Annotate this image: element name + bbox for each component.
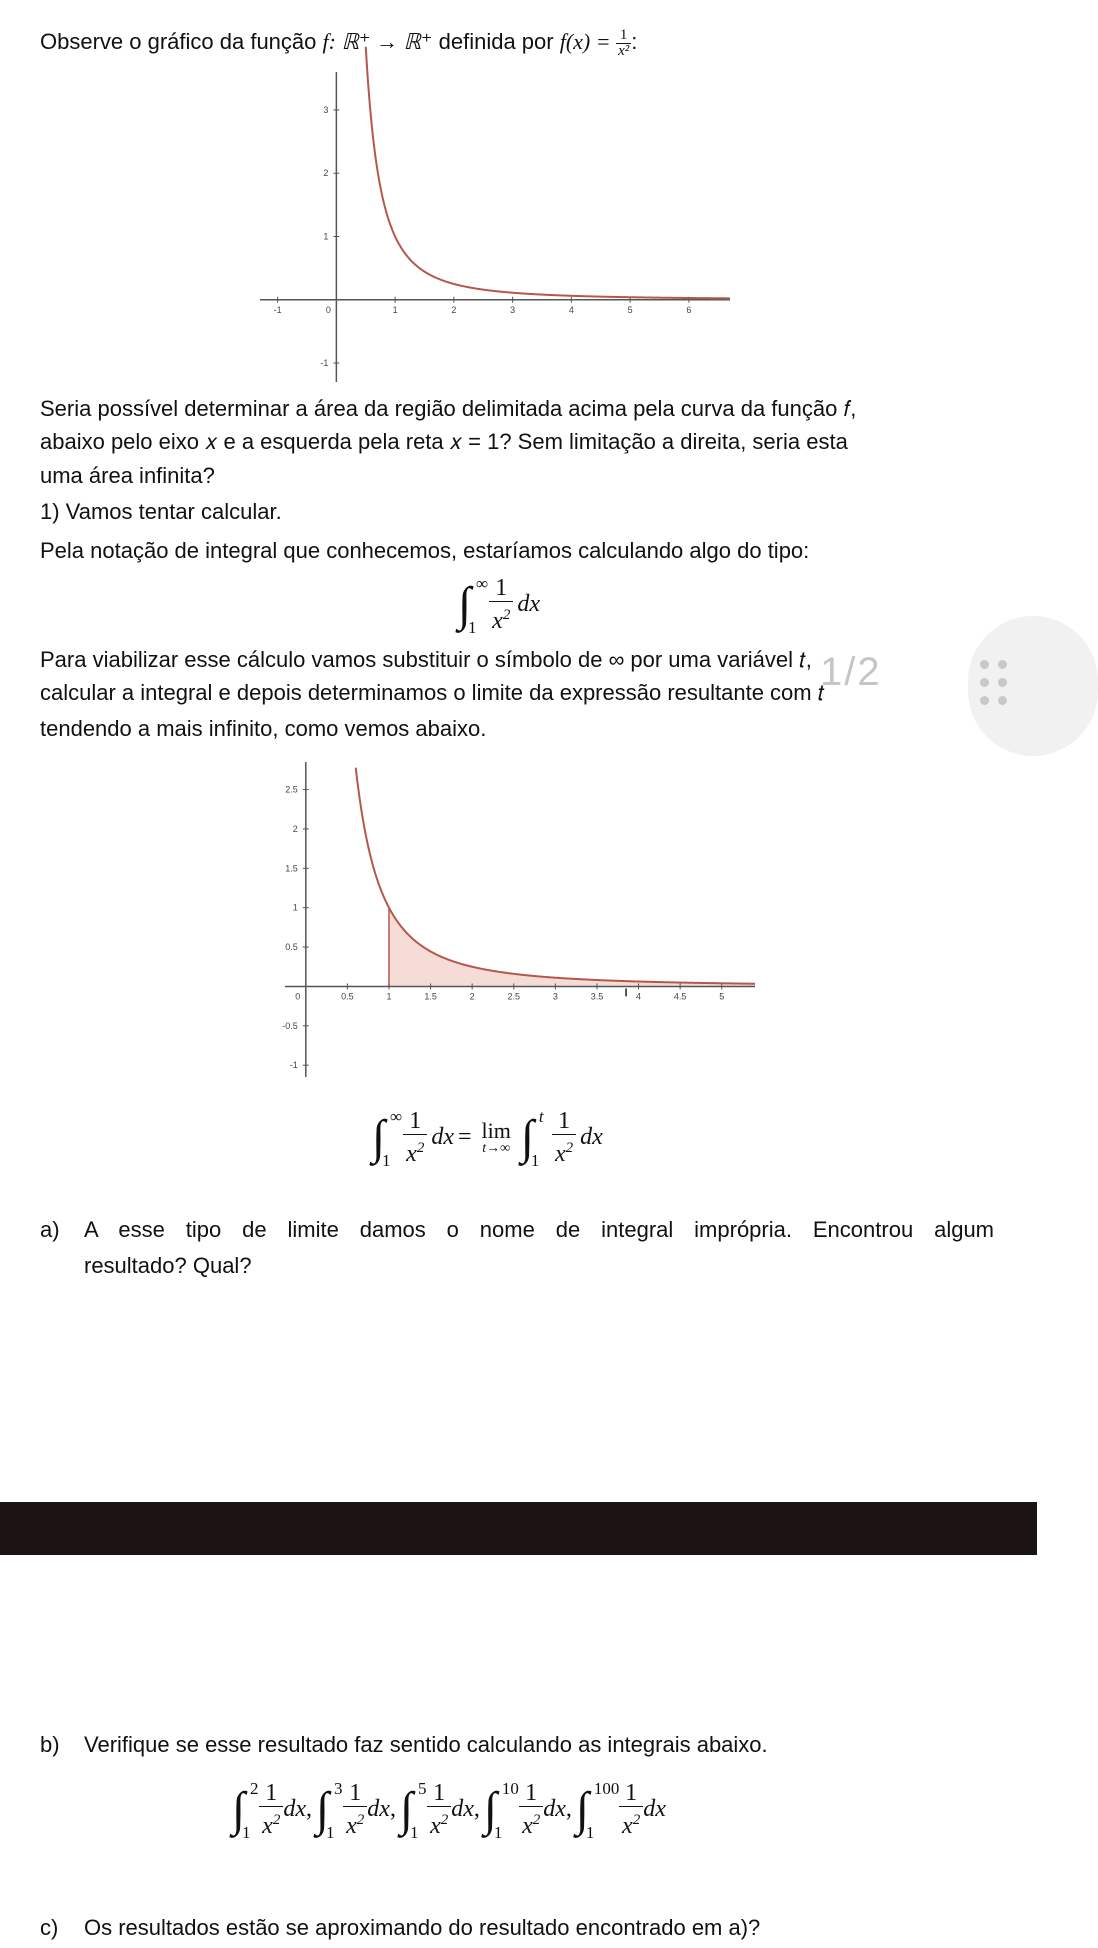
differential: dx	[431, 1124, 454, 1150]
item-a-line-1: A esse tipo de limite damos o nome de integral imprópria. Encontrou algum	[84, 1217, 994, 1242]
limit-subscript: t→∞	[482, 1140, 511, 1156]
integral-symbol	[483, 1778, 519, 1842]
integral-upper-bound: t	[538, 1106, 544, 1126]
integrand-fraction	[489, 575, 513, 634]
integral-symbol	[232, 1778, 259, 1842]
side-panel-handle[interactable]	[968, 616, 1098, 756]
integral-lower-bound: 1	[530, 1150, 540, 1170]
limit-label: lim	[481, 1117, 511, 1143]
integral-upper-bound: 5	[417, 1778, 427, 1798]
item-c-label: c)	[40, 1915, 59, 1940]
integral-lower-bound: 1	[493, 1822, 503, 1842]
separator-comma: ,	[305, 1796, 312, 1822]
fraction-denominator: x²	[618, 42, 630, 59]
integral-sign: ∫	[372, 1110, 386, 1164]
separator-comma: ,	[389, 1796, 396, 1822]
x-tick-label: 2.5	[507, 991, 521, 1002]
function-definition: f(x) =	[559, 29, 617, 54]
differential: dx	[643, 1796, 666, 1822]
intro-line	[40, 26, 637, 59]
integrand-fraction	[619, 1780, 643, 1839]
differential: dx	[367, 1796, 390, 1822]
handle-dot-icon	[998, 660, 1007, 669]
x-tick-label: 4.5	[673, 991, 687, 1002]
intro-fraction	[616, 28, 631, 59]
item-c-text: Os resultados estão se aproximando do resultado encontrado em a)?	[84, 1915, 761, 1940]
integral-upper-bound: 10	[501, 1778, 519, 1798]
differential: dx	[517, 591, 540, 617]
handle-dot-icon	[980, 678, 989, 687]
integral-sign: ∫	[520, 1110, 535, 1164]
item-b-label: b)	[40, 1732, 60, 1757]
integral-symbol	[315, 1778, 343, 1842]
integrand-numerator: 1	[552, 1108, 576, 1135]
question-line-3: uma área infinita?	[40, 463, 215, 488]
x-tick-label: 0.5	[341, 991, 354, 1002]
item-b-text: Verifique se esse resultado faz sentido calculando as integrais abaixo.	[84, 1732, 768, 1757]
integrand-variable: x	[522, 1813, 533, 1839]
page-indicator: 1/2	[820, 650, 882, 694]
integral-sign: ∫	[399, 1782, 414, 1836]
y-tick-label: 2	[323, 168, 329, 179]
integrand-fraction	[343, 1780, 367, 1839]
separator-comma: ,	[565, 1796, 572, 1822]
equals-sign: =	[457, 1124, 472, 1150]
y-tick-label: 2.5	[285, 784, 298, 795]
intro-text: Observe o gráfico da função	[40, 29, 323, 54]
integrand-exponent: 2	[440, 1812, 449, 1828]
x-tick-label: 3	[510, 304, 516, 315]
shaded-area	[389, 908, 755, 987]
y-tick-label: -0.5	[282, 1020, 298, 1031]
limit-operator	[481, 1117, 511, 1156]
integral-upper-bound: 100	[593, 1778, 620, 1798]
x-tick-label: 0	[325, 304, 331, 315]
integrand-exponent: 2	[356, 1812, 365, 1828]
integral-upper-bound: 2	[250, 1778, 259, 1798]
integrand-fraction	[427, 1780, 451, 1839]
integrand-exponent: 2	[632, 1812, 641, 1828]
y-tick-label: 1.5	[285, 863, 298, 874]
viabilizar-line-3: tendendo a mais infinito, como vemos abaixo.	[40, 716, 487, 741]
integrand-variable: x	[492, 608, 503, 634]
integral-lower-bound: 1	[409, 1822, 419, 1842]
differential: dx	[283, 1796, 306, 1822]
x-tick-label: 3.5	[590, 991, 604, 1002]
item-a-line-2: resultado? Qual?	[84, 1253, 252, 1278]
integral-lower-bound: 1	[325, 1822, 335, 1842]
integrand-variable: x	[622, 1813, 633, 1839]
question-line-2: abaixo pelo eixo 𝑥 e a esquerda pela reta 𝑥 = 1? Sem limitação a direita, seria esta	[40, 429, 848, 454]
integrand-variable: x	[262, 1813, 273, 1839]
integrand-variable: x	[406, 1141, 417, 1167]
limit-equation	[372, 1106, 603, 1170]
integral-sign: ∫	[575, 1782, 590, 1836]
function-signature: f: ℝ⁺ → ℝ⁺	[322, 29, 433, 54]
integrand-variable: x	[346, 1813, 357, 1839]
integrals-list	[232, 1778, 670, 1842]
x-tick-label: 0	[295, 991, 301, 1002]
x-tick-label: 5	[719, 991, 725, 1002]
integral-item	[315, 1778, 396, 1842]
integrand-numerator: 1	[519, 1780, 543, 1807]
integrand-fraction	[552, 1108, 576, 1167]
x-tick-label: 4	[636, 991, 642, 1002]
function-graph-2	[282, 762, 755, 1077]
step-1-title: 1) Vamos tentar calcular.	[40, 499, 282, 524]
integral-sign: ∫	[315, 1782, 330, 1836]
integrand-exponent: 2	[416, 1140, 425, 1156]
intro-text-mid: definida por	[432, 29, 560, 54]
integrand-exponent: 2	[565, 1140, 574, 1156]
handle-dot-icon	[980, 696, 989, 705]
separator-comma: ,	[473, 1796, 480, 1822]
integrand-numerator: 1	[343, 1780, 367, 1807]
integral-sign: ∫	[232, 1782, 246, 1836]
integral-symbol	[372, 1106, 403, 1170]
integrand-fraction	[519, 1780, 543, 1839]
integral-lower-bound: 1	[585, 1822, 595, 1842]
x-tick-label: 3	[552, 991, 558, 1002]
y-tick-label: 0.5	[285, 942, 298, 953]
x-tick-label: 1	[386, 991, 392, 1002]
integrand-variable: x	[430, 1813, 441, 1839]
x-tick-label: 4	[568, 304, 574, 315]
intro-colon: :	[631, 29, 638, 54]
function-graph-1	[260, 72, 730, 382]
integrand-numerator: 1	[427, 1780, 451, 1807]
integral-lower-bound: 1	[242, 1822, 251, 1842]
x-tick-label: 2	[469, 991, 475, 1002]
x-tick-label: 1	[392, 304, 398, 315]
integral-sign: ∫	[458, 577, 472, 631]
integrand-exponent: 2	[532, 1812, 541, 1828]
y-tick-label: -1	[320, 358, 329, 369]
y-tick-label: -1	[289, 1060, 298, 1071]
y-tick-label: 2	[292, 823, 298, 834]
integrand-variable: x	[555, 1141, 566, 1167]
y-tick-label: 1	[292, 902, 298, 913]
y-tick-label: 3	[323, 104, 329, 115]
differential: dx	[580, 1124, 603, 1150]
integrand-numerator: 1	[489, 575, 513, 602]
handle-dot-icon	[980, 660, 989, 669]
dark-band-divider	[0, 1502, 1037, 1555]
fraction-numerator: 1	[616, 28, 631, 44]
function-curve	[366, 47, 730, 299]
integral-symbol	[458, 573, 489, 637]
integral-lower-bound: 1	[468, 617, 477, 637]
integral-symbol	[520, 1106, 544, 1170]
handle-dot-icon	[998, 678, 1007, 687]
integral-lower-bound: 1	[382, 1150, 391, 1170]
integral-sign: ∫	[483, 1782, 498, 1836]
handle-dot-icon	[998, 696, 1007, 705]
integral-upper-bound: ∞	[390, 1106, 403, 1126]
x-tick-label: 2	[451, 304, 457, 315]
improper-integral	[458, 573, 540, 637]
integrand-numerator: 1	[259, 1780, 283, 1807]
integral-symbol	[399, 1778, 427, 1842]
differential: dx	[451, 1796, 474, 1822]
integrand-numerator: 1	[619, 1780, 643, 1807]
integral-item	[399, 1778, 480, 1842]
integrand-exponent: 2	[272, 1812, 281, 1828]
integral-symbol	[575, 1778, 620, 1842]
question-line-1: Seria possível determinar a área da região delimitada acima pela curva da função 𝑓,	[40, 396, 857, 421]
integral-upper-bound: ∞	[476, 573, 489, 593]
x-tick-label: 5	[627, 304, 633, 315]
integral-item	[575, 1778, 666, 1842]
integral-item	[232, 1778, 312, 1842]
viabilizar-line-2: calcular a integral e depois determinamos o limite da expressão resultante com 𝑡	[40, 680, 825, 705]
viabilizar-line-1: Para viabilizar esse cálculo vamos substituir o símbolo de ∞ por uma variável 𝑡,	[40, 647, 812, 672]
step-1-text: Pela notação de integral que conhecemos, estaríamos calculando algo do tipo:	[40, 538, 810, 563]
y-tick-label: 1	[323, 231, 329, 242]
integrand-numerator: 1	[403, 1108, 427, 1135]
integral-upper-bound: 3	[333, 1778, 343, 1798]
x-tick-label: 1.5	[424, 991, 437, 1002]
integral-item	[483, 1778, 572, 1842]
integrand-exponent: 2	[502, 607, 511, 623]
x-tick-label: 6	[686, 304, 692, 315]
differential: dx	[543, 1796, 566, 1822]
item-a-label: a)	[40, 1217, 60, 1242]
integrand-fraction	[403, 1108, 427, 1167]
x-tick-label: -1	[273, 304, 282, 315]
integrand-fraction	[259, 1780, 283, 1839]
